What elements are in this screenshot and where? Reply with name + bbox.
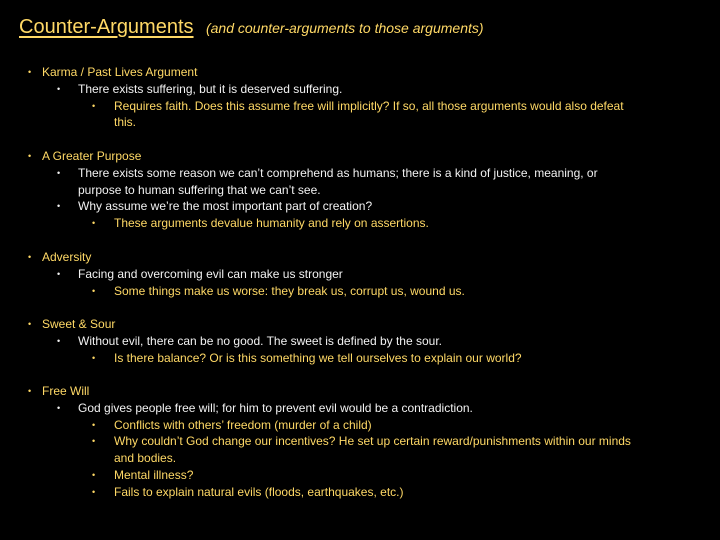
title-row — [19, 16, 484, 39]
section-heading: Free Will — [42, 384, 90, 398]
bullet-icon: • — [28, 319, 32, 329]
subpoint-text: Fails to explain natural evils (floods, earthquakes, etc.) — [114, 484, 404, 499]
section-heading: A Greater Purpose — [42, 149, 142, 163]
subpoint-text: Is there balance? Or is this something we tell ourselves to explain our world? — [114, 350, 522, 365]
bullet-icon: • — [28, 386, 32, 396]
point-text: Why assume we’re the most important part of creation? — [78, 199, 373, 214]
bullet-icon: • — [57, 167, 61, 178]
subpoint-text: These arguments devalue humanity and rely on assertions. — [114, 216, 429, 231]
subpoint-text: Why couldn’t God change our incentives? He set up certain reward/punishments within our minds and bodies. — [114, 434, 631, 466]
section-heading: Sweet & Sour — [42, 317, 116, 331]
point-text: There exists some reason we can’t comprehend as humans; there is a kind of justice, meaning, or purpose to human suffering that we can’t see. — [78, 165, 598, 197]
bullet-icon: • — [92, 100, 96, 111]
subpoint-text: Mental illness? — [114, 468, 194, 482]
bullet-icon: • — [57, 268, 61, 279]
section-heading: Adversity — [42, 250, 92, 264]
subpoint-text: Conflicts with others’ freedom (murder of a child) — [114, 417, 372, 432]
subpoint-text: Some things make us worse: they break us, corrupt us, wound us. — [114, 283, 465, 298]
bullet-icon: • — [57, 335, 61, 346]
bullet-icon: • — [92, 436, 96, 447]
bullet-icon: • — [92, 285, 96, 296]
section-heading: Karma / Past Lives Argument — [42, 65, 198, 79]
bullet-icon: • — [28, 67, 32, 77]
point-text: God gives people free will; for him to prevent evil would be a contradiction. — [78, 400, 473, 415]
point-text: There exists suffering, but it is deserved suffering. — [78, 81, 343, 96]
bullet-icon: • — [57, 402, 61, 413]
bullet-icon: • — [92, 352, 96, 363]
bullet-icon: • — [28, 151, 32, 161]
point-text: Facing and overcoming evil can make us stronger — [78, 266, 343, 281]
bullet-icon: • — [28, 252, 32, 262]
bullet-icon: • — [92, 419, 96, 430]
slide-subtitle: (and counter-arguments to those arguments) — [205, 20, 484, 36]
point-text: Without evil, there can be no good. The sweet is defined by the sour. — [78, 333, 443, 348]
subpoint-text: Requires faith. Does this assume free will implicitly? If so, all those arguments would also defeat this. — [114, 98, 624, 130]
bullet-icon: • — [92, 470, 96, 480]
bullet-icon: • — [57, 83, 61, 94]
slide-title: Counter-Arguments — [19, 16, 194, 38]
bullet-icon: • — [92, 218, 96, 229]
bullet-icon: • — [57, 201, 61, 212]
bullet-icon: • — [92, 486, 96, 497]
